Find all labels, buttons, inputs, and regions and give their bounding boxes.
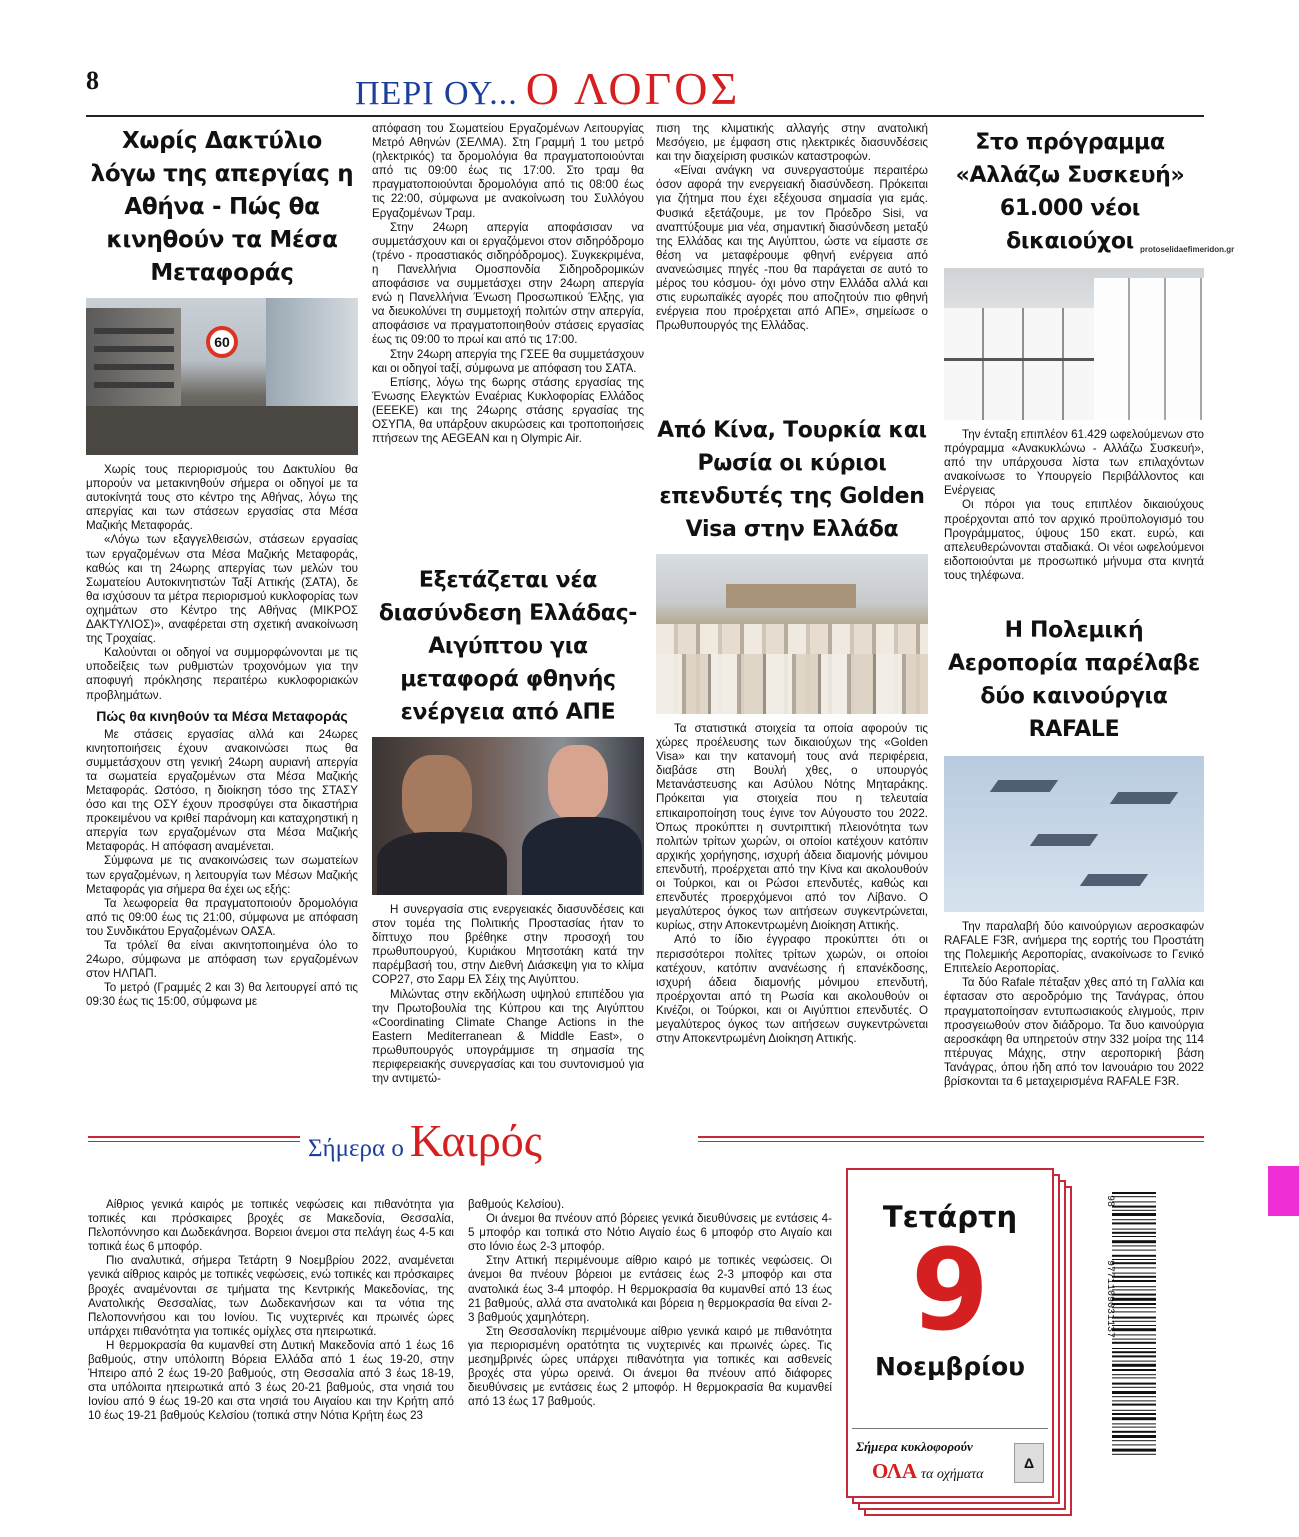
page-number: 8 (86, 66, 99, 95)
barcode-bar (1112, 1192, 1156, 1194)
barcode-bar (1112, 1348, 1156, 1349)
calendar-month: Νοεμβρίου (875, 1352, 1025, 1381)
article-rafale-title: Η Πολεμική Αεροπορία παρέλαβε δύο καινούργια RAFALE (948, 618, 1200, 742)
barcode-bar (1112, 1245, 1156, 1246)
barcode-bar (1112, 1317, 1156, 1319)
barcode-bar (1112, 1276, 1156, 1278)
barcode-bar (1112, 1213, 1156, 1216)
barcode-bar (1112, 1339, 1156, 1340)
speed-sign: 60 (206, 326, 238, 358)
barcode-bar (1112, 1355, 1156, 1357)
article-traffic (86, 122, 358, 1122)
paragraph: Πιο αναλυτικά, σήμερα Τετάρτη 9 Νοεμβρίου 2022, αναμένεται γενικά αίθριος καιρός με τοπικές νεφώσεις, ενώ τοπικές και πρόσκαιρες βροχές αναμένονται σε τμήματα της Κεντρικής Μακεδονίας, της Ανατολικής Θεσσαλίας, των Δωδεκανήσων και τα νότια της Πελοποννήσου και του Ιονίου. Τις νυχτερινές και πρωινές ώρες υπάρχει πιθανότητα για τοπικές ομίχλες στα ηπειρωτικά. (88, 1254, 454, 1338)
barcode-bar (1112, 1423, 1156, 1424)
barcode-bar (1112, 1377, 1156, 1378)
appliances-photo (944, 268, 1204, 420)
barcode-bar (1112, 1206, 1156, 1208)
barcode-bar (1112, 1236, 1156, 1237)
paragraph: «Λόγω των εξαγγελθεισών, στάσεων εργασίας των εργαζομένων στα Μέσα Μαζικής Μεταφοράς, καθώς και τη 24ωρης απεργίας των μελών του Σωματείου Αυτοκινητιστών Ταξί Αττικής (ΣΑΤΑ), δε θα ισχύσουν τα μέτρα περιορισμού κυκλοφορίας των οχημάτων στο Κέντρο της Αθήνας (ΜΙΚΡΟΣ ΔΑΚΤΥΛΙΟΣ)», αναφέρεται στη σχετική ανακοίνωση της Τροχαίας. (86, 533, 358, 646)
barcode-bar (1112, 1404, 1156, 1406)
article-golden-visa-title: Από Κίνα, Τουρκία και Ρωσία οι κύριοι επενδυτές της Golden Visa στην Ελλάδα (657, 418, 927, 542)
barcode-bar (1112, 1325, 1156, 1326)
barcode-bar (1112, 1219, 1156, 1220)
barcode-bar (1112, 1440, 1156, 1441)
paragraph: πιση της κλιματικής αλλαγής στην ανατολική Μεσόγειο, με έμφαση στις ηλεκτρικές διασυνδέσεις και την διαχείριση φυσικών καταστροφών. (656, 122, 928, 164)
source-credit: protoselidaefimeridon.gr (1140, 245, 1235, 254)
calendar (846, 1168, 1054, 1498)
barcode-bar (1112, 1280, 1156, 1282)
article-egypt-title: Εξετάζεται νέα διασύνδεση Ελλάδας-Αιγύπτου για μεταφορά φθηνής ενέργεια από ΑΠΕ (378, 568, 638, 725)
barcode-bar (1112, 1303, 1156, 1305)
barcode-addon: 98 (1104, 1195, 1115, 1208)
article-traffic-continued (372, 122, 644, 552)
paragraph: Οι άνεμοι θα πνέουν από βόρειες γενικά διευθύνσεις με εντάσεις 4-5 μποφόρ και τοπικά στο Νότιο Αιγαίο έως 6 μποφόρ στο Αιγαίο και στο Ιόνιο έως 2-3 μποφόρ. (468, 1212, 832, 1254)
barcode-bar (1112, 1222, 1156, 1224)
paragraph: Με στάσεις εργασίας αλλά και 24ωρες κινητοποιήσεις έχουν ανακοινώσει πως θα συμμετάσχουν στη γενική 24ωρη αυριανή απεργία τα σωματεία εργαζομένων στα Μέσα Μαζικής Μεταφοράς. Ωστόσο, η διοίκηση τόσο της ΣΤΑΣΥ όσο και της ΟΣΥ έχουν προσφύγει στα δικαστήρια προκειμένου να κριθεί παράνομη και καταχρηστική η απεργία των εργαζομένων στα Μέσα Μαζικής Μεταφοράς. Η απόφαση αναμένεται. (86, 727, 358, 854)
barcode-bar (1112, 1298, 1156, 1301)
barcode-bar (1112, 1410, 1156, 1411)
article-traffic-title: Χωρίς Δακτύλιο λόγω της απεργίας η Αθήνα - Πώς θα κινηθούν τα Μέσα Μεταφοράς (90, 128, 354, 286)
paragraph: βαθμούς Κελσίου). (468, 1198, 565, 1211)
barcode-bar (1112, 1342, 1156, 1344)
calendar-footer-vehicles: τα οχήματα (921, 1467, 984, 1482)
barcode-bar (1112, 1391, 1156, 1394)
athens-photo (656, 554, 928, 714)
barcode-bar (1112, 1449, 1156, 1452)
barcode-bar (1112, 1435, 1156, 1438)
barcode-bar (1112, 1250, 1156, 1251)
barcode-bar (1112, 1444, 1156, 1445)
article-golden-visa (656, 410, 928, 1122)
paragraph: Στη Θεσσαλονίκη περιμένουμε αίθριο γενικά καιρό με πιθανότητα για περιορισμένη ορατότητα τις νυχτερινές και πρωινές ώρες. Τις μεσημβρινές ώρες υπάρχει πιθανότητα για τοπικές και ασθενείς βροχές στα γύρω ορεινά. Οι άνεμοι θα πνέουν από διάφορες διευθύνσεις με εντάσεις έως 2 μποφόρ. Η θερμοκρασία θα κυμανθεί από 13 έως 17 βαθμούς. (468, 1324, 832, 1409)
barcode-bar (1112, 1196, 1156, 1197)
barcode-bar (1112, 1262, 1156, 1264)
paragraph: Τα τρόλεϊ θα είναι ακινητοποιημένα όλο το 24ωρο, σύμφωνα με απόφαση των εργαζομένων στον ΗΛΠΑΠ. (86, 939, 358, 981)
paragraph: Χωρίς τους περιορισμούς του Δακτυλίου θα μπορούν να μετακινηθούν σήμερα οι οδηγοί με τα αυτοκίνητά τους στο κέντρο της Αθήνας, λόγω της απεργίας και των στάσεων εργασίας στα Μέσα Μαζικής Μεταφοράς. (86, 463, 358, 533)
paragraph: Σύμφωνα με τις ανακοινώσεις των σωματείων των εργαζομένων, η λειτουργία των Μέσων Μαζικής Μεταφοράς για σήμερα θα έχει ως εξής: (86, 854, 358, 896)
paragraph: Την ένταξη επιπλέον 61.429 ωφελούμενων στο πρόγραμμα «Ανακυκλώνω - Αλλάζω Συσκευή», από την υπάρχουσα λίστα των επιλαχόντων ανακοίνωσε το Υπουργείο Περιβάλλοντος και Ενέργειας (944, 428, 1204, 498)
barcode-bar (1112, 1286, 1156, 1287)
weather-rule-right (698, 1136, 1204, 1138)
weather-text-left (88, 1198, 454, 1537)
barcode-bar (1112, 1369, 1156, 1371)
barcode-icon (1112, 1192, 1156, 1456)
paragraph: Οι πόροι για τους επιπλέον δικαιούχους προέρχονται από τον αρχικό προϋπολογισμό του Προγράμματος, ύψους 150 εκατ. ευρώ, και απελευθερώνονται σταδιακά. Οι νέοι ωφελούμενοι ειδοποιούνται με προσωπικό μήνυμα στα κινητά τους τηλέφωνα. (944, 498, 1204, 582)
paragraph: Καλούνται οι οδηγοί να συμμορφώνονται με τις υποδείξεις των ρυθμιστών τροχονόμων για την αποφυγή πρόκλησης περαιτέρω κυκλοφοριακών προβλημάτων. (86, 646, 358, 702)
paragraph: Η θερμοκρασία θα κυμανθεί στη Δυτική Μακεδονία από 1 έως 16 βαθμούς, στην υπόλοιπη Βόρεια Ελλάδα από 1 έως 19-20, στην Ήπειρο από 2 έως 19-20 βαθμούς, στη Θεσσαλία από 3 έως 18-19, στα υπόλοιπα ηπειρωτικά από 3 έως 20-21 βαθμούς, στα νησιά του Ιονίου από 9 έως 19-20 και στα νησιά του Αιγαίου και την Κρήτη από 10 έως 19-21 βαθμούς Κελσίου (τοπικά στην Νότια Κρήτη έως 23 (88, 1338, 454, 1423)
barcode-bar (1112, 1289, 1156, 1290)
barcode-bar (1112, 1351, 1156, 1353)
barcode-bar (1112, 1431, 1156, 1433)
header-rule (86, 115, 1204, 117)
barcode-bar (1112, 1334, 1156, 1335)
paragraph: Τα στατιστικά στοιχεία τα οποία αφορούν τις χώρες προέλευσης των δικαιούχων της «Golden Visa» και την κατανομή τους ανά περιφέρεια, διαβάσε στη Βουλή χθες, ο υπουργός Μετανάστευσης και Ασύλου Νότης Μηταράκης. Πρόκειται για στοιχεία που η τελευταία επικαιροποίηση τους έγινε τον Αύγουστο του 2022. Όπως προκύπτει η συντριπτική πλειονότητα των πολιτών τρίτων χωρών, οι οποίοι κατέχουν κατόπιν αρχικής χορήγησης, ισχυρή άδεια διαμονής μόνιμου επενδυτή, προέρχεται από την Κίνα και ακολουθούν οι Τούρκοι, και οι Ρώσοι επενδυτές, καθώς και επενδυτές προερχόμενοι από τον Λίβανο. Ο μεγαλύτερος όγκος των αιτήσεων συγκεντρώνεται, κυρίως, στην Αποκεντρωμένη Διοίκηση Αττικής. (656, 722, 928, 933)
paragraph: Μιλώντας στην εκδήλωση υψηλού επιπέδου για την Πρωτοβουλία της Κύπρου και της Αιγύπτου «Coordinating Climate Change Actions in the Eastern Mediterranean & Middle East», ο πρωθυπουργός υπογράμμισε τη σημασία της περιφερειακής συνεργασίας και του συντονισμού για την αντιμετώ- (372, 987, 644, 1086)
weather-rule-left-thin (88, 1141, 300, 1142)
barcode-bar (1112, 1255, 1156, 1257)
calendar-footer-line1: Σήμερα κυκλοφορούν (856, 1439, 973, 1454)
article-egypt-continued (656, 122, 928, 402)
barcode-bar (1112, 1364, 1156, 1367)
barcode-bar (1112, 1374, 1156, 1375)
paragraph: Τα δύο Rafale πέταξαν χθες από τη Γαλλία και έφτασαν στο αεροδρόμιο της Τανάγρας, όπου πραγματοποίησαν εντυπωσιακούς ελιγμούς, πριν προσγειωθούν στον διάδρομο. Τα δυο καινούργια αεροσκάφη θα υπηρετούν στην 332 μοίρα της 114 πτέρυγας Μάχης, στην αεροπορική βάση Τανάγρας, όπου ήδη από τον Ιανουάριο του 2022 βρίσκονται τα 6 μεταχειρισμένα RAFALE F3R. (944, 976, 1204, 1089)
masthead-prefix: ΠΕΡΙ ΟΥ... (355, 75, 518, 112)
barcode-bar (1112, 1417, 1156, 1420)
newspaper-logo-icon: Δ (1014, 1443, 1044, 1483)
barcode-bar (1112, 1294, 1156, 1296)
masthead (355, 62, 955, 115)
calendar-footer (852, 1428, 1048, 1490)
barcode-bar (1112, 1387, 1156, 1388)
barcode-bar (1112, 1400, 1156, 1401)
paragraph: Τα λεωφορεία θα πραγματοποιούν δρομολόγια από τις 09:00 έως τις 21:00, σύμφωνα με απόφαση του Συνδικάτου Εργαζομένων ΟΑΣΑ. (86, 896, 358, 938)
paragraph: «Είναι ανάγκη να συνεργαστούμε περαιτέρω όσον αφορά την ενεργειακή διασύνδεση. Πρόκειται για ζήτημα που έχει εξέχουσα σημασία για εμάς. Φυσικά εξετάζουμε, με τον Πρόεδρο Sisi, να αναπτύξουμε μια νέα, σημαντική διασύνδεση μεταξύ της Ελλάδας και της Αιγύπτου, ώστε να είμαστε σε θέση να μεταφέρουμε φθηνή ενέργεια από ανανεώσιμες πηγές -που θα παράγεται σε αυτό το μέρος του κόσμου- όχι μόνο στην Ελλάδα αλλά και στις ευρωπαϊκές αγορές που αποζητούν πιο φθηνή ενέργεια που προέρχεται από ΑΠΕ», σημείωσε ο Πρωθυπουργός της Ελλάδας. (656, 164, 928, 333)
paragraph: Την παραλαβή δύο καινούργιων αεροσκαφών RAFALE F3R, ανήμερα της εορτής του Προστάτη της Πολεμικής Αεροπορίας, ανακοίνωσε το Γενικό Επιτελείο Αεροπορίας. (944, 920, 1204, 976)
paragraph: Από το ίδιο έγγραφο προκύπτει ότι οι περισσότεροι πολίτες τρίτων χωρών, οι οποίοι κατέχουν, κατόπιν ανανέωσης ή επανέκδοσης, ισχυρή άδεια διαμονής μόνιμου επενδυτή, προέρχονται από τη Ρωσία και ακολουθούν οι Κινέζοι, οι Τούρκοι, και οι Αιγύπτιοι επενδυτές. Ο μεγαλύτερος όγκος των αιτήσεων συγκεντρώνεται στην Αποκεντρωμένη Διοίκηση Αττικής. (656, 933, 928, 1046)
barcode-bar (1112, 1361, 1156, 1362)
calendar-footer-all: ΟΛΑ (872, 1459, 918, 1483)
weather-text-right (468, 1198, 832, 1537)
barcode-bar (1112, 1229, 1156, 1230)
calendar-footer-line2 (872, 1459, 983, 1484)
color-marker (1268, 1166, 1299, 1216)
masthead-title: Ο ΛΟΓΟΣ (525, 63, 741, 114)
barcode-bar (1112, 1383, 1156, 1385)
paragraph: απόφαση του Σωματείου Εργαζομένων Λειτουργίας Μετρό Αθηνών (ΣΕΛΜΑ). Στη Γραμμή 1 του μετρό (ηλεκτρικός) τα δρομολόγια θα πραγματοποιούνται από τις 09:00 έως τις 17:00. Στο τραμ θα πραγματοποιούνται δρομολόγια από τις 08:00 έως τις 22:00, σύμφωνα με ανακοίνωση του Συλλόγου Εργαζομένων Τραμ. (372, 122, 644, 220)
paragraph: Επίσης, λόγω της 6ωρης στάσης εργασίας της Ένωσης Ελεγκτών Εναέριας Κυκλοφορίας Ελλάδος (ΕΕΕΚΕ) και της 24ωρης στάσης εργασίας της ΟΣΥΠΑ, θα υπάρξουν ακυρώσεις και τροποποιήσεις πτήσεων της AEGEAN και η Olympic Air. (372, 375, 644, 446)
jets-photo (944, 756, 1204, 912)
barcode-digits: 9771109031137 (1104, 1260, 1115, 1339)
weather-rule-right-thin (698, 1141, 1204, 1142)
barcode-bar (1112, 1201, 1156, 1202)
barcode-bar (1112, 1321, 1156, 1322)
article-traffic-subhead: Πώς θα κινηθούν τα Μέσα Μεταφοράς (96, 707, 348, 724)
barcode-bar (1112, 1413, 1156, 1415)
paragraph: Στην 24ωρη απεργία της ΓΣΕΕ θα συμμετάσχουν και οι οδηγοί ταξί, σύμφωνα με απόφαση του ΣΑΤΑ. (372, 347, 644, 375)
barcode-bar (1112, 1307, 1156, 1308)
paragraph: Στην 24ωρη απεργία αποφάσισαν να συμμετάσχουν και οι εργαζόμενοι στον σιδηρόδρομο (τρένο - προαστιακός σιδηρόδρομος). Συγκεκριμένα, η Πανελλήνια Ομοσπονδία Σιδηροδρομικών αποφάσισε να συμμετάσχει στην 24ωρη απεργία ενώ η Πανελλήνια Ένωση Προσωπικού Έλξης, για να διευκολύνει τη συμμετοχή πολιτών στην απεργία, αποφάσισε να πραγματοποιηθούν στάσεις εργασίας έως τις 09:00 το πρωί και από τις 17:00. (372, 220, 644, 347)
barcode-bar (1112, 1240, 1156, 1243)
article-egypt (372, 560, 644, 1120)
barcode-bar (1112, 1210, 1156, 1211)
article-appliances-title: Στο πρόγραμμα «Αλλάζω Συσκευή» 61.000 νέοι δικαιούχοι (955, 130, 1185, 254)
article-rafale (944, 610, 1204, 1122)
traffic-photo (86, 298, 358, 455)
barcode-bar (1112, 1328, 1156, 1331)
barcode-bar (1112, 1267, 1156, 1268)
weather-title-prefix: Σήμερα ο (308, 1135, 404, 1162)
barcode-bar (1112, 1273, 1156, 1274)
paragraph: Η συνεργασία στις ενεργειακές διασυνδέσεις και στον τομέα της Πολιτικής Προστασίας ήταν το δίπτυχο που βρέθηκε στην προσοχή του πρωθυπουργού, Κυριάκου Μητσοτάκη κατά την παρέμβασή του, στην Διεθνή Διάσκεψη για το κλίμα COP27, στο Σαρμ Ελ Σέιχ της Αιγύπτου. (372, 903, 644, 987)
barcode-bar (1112, 1396, 1156, 1397)
weather-title-main: Καιρός (409, 1115, 543, 1166)
leaders-photo (372, 737, 644, 895)
barcode-bar (1112, 1311, 1156, 1312)
paragraph: Το μετρό (Γραμμές 2 και 3) θα λειτουργεί από τις 09:30 έως τις 15:00, σύμφωνα με (86, 981, 358, 1009)
article-appliances (944, 122, 1204, 622)
calendar-day: Τετάρτη (882, 1200, 1018, 1234)
barcode-bar (1112, 1454, 1156, 1455)
barcode-bar (1112, 1427, 1156, 1428)
paragraph: Αίθριος γενικά καιρός με τοπικές νεφώσεις και πιθανότητα για τοπικές και πρόσκαιρες βροχές σε Μακεδονία, Θεσσαλία, Πελοπόννησο και Δωδεκάνησα. Βορειοι άνεμοι στα πελάγη έως 4-5 και τοπικά έως 6 μποφόρ. (88, 1198, 454, 1254)
weather-rule-left (88, 1136, 300, 1138)
weather-title (308, 1114, 542, 1167)
calendar-number: 9 (911, 1226, 989, 1356)
barcode-bar (1112, 1232, 1156, 1234)
barcode-bar (1112, 1259, 1156, 1260)
paragraph: Στην Αττική περιμένουμε αίθριο καιρό με τοπικές νεφώσεις. Οι άνεμοι θα πνέουν βόρειοι με εντάσεις έως 2-3 μποφόρ και στα ανατολικά έως 3-4 μποφόρ. Η θερμοκρασία θα κυμανθεί από 13 έως 21 βαθμούς, αλλά στα ανατολικά και βόρεια η θερμοκρασία θα είναι 2-3 βαθμούς χαμηλότερη. (468, 1254, 832, 1324)
